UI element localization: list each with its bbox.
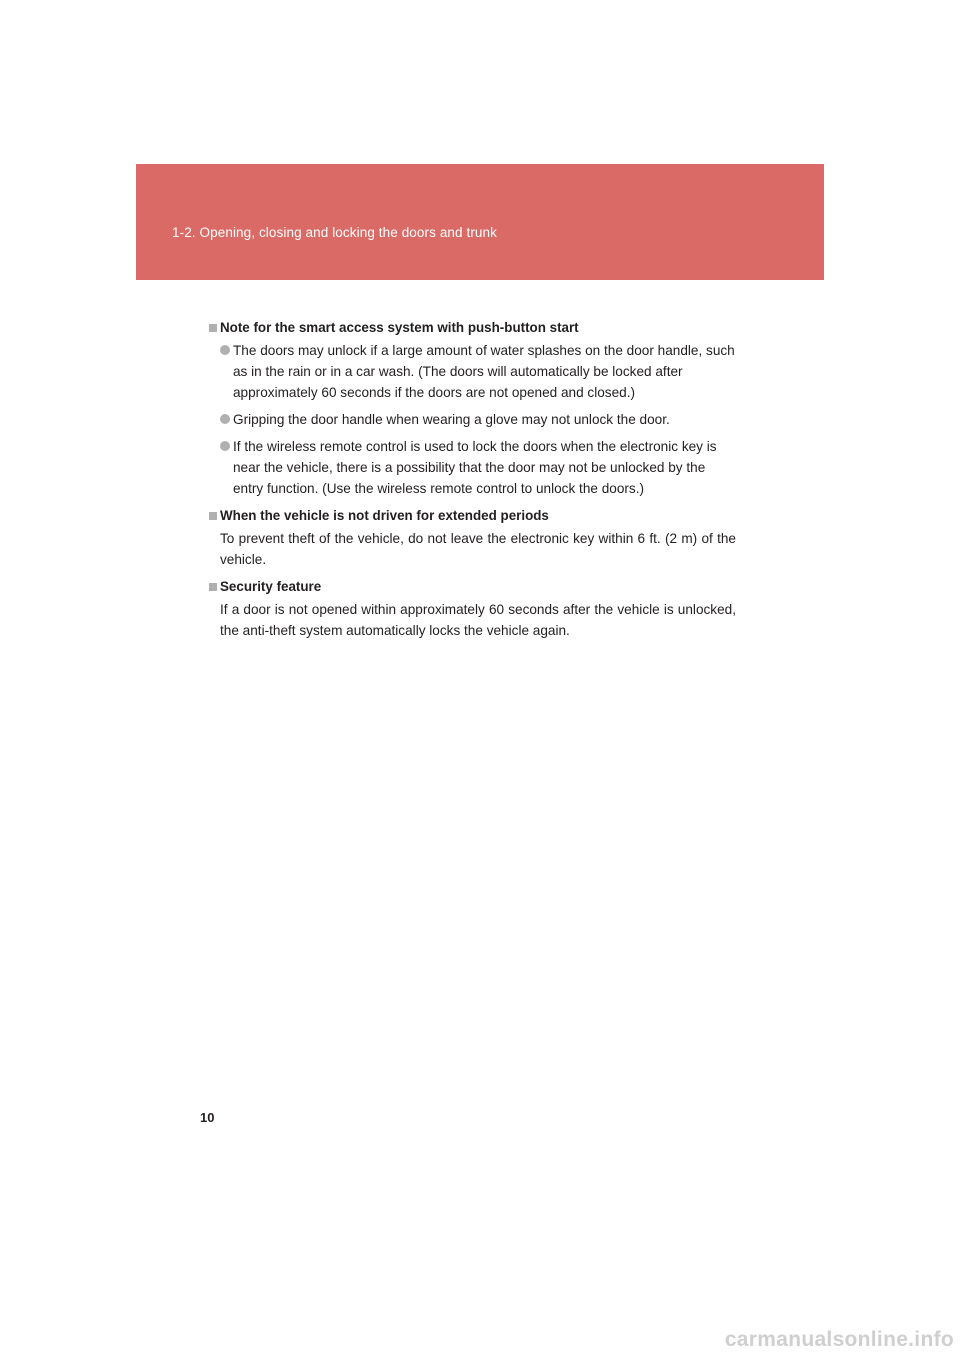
list-item-text: The doors may unlock if a large amount of water splashes on the door handle, such as in the rain or in a car wash. (The doors will automatically be locked after approximately 60 seconds if the doors are not opened and closed.) — [233, 343, 735, 400]
heading-text: Note for the smart access system with push-button start — [220, 320, 579, 335]
list-item-text: If the wireless remote control is used to lock the doors when the electronic key is near the vehicle, there is a possibility that the door may not be unlocked by the entry function. (Use the wireless remote control to unlock the doors.) — [233, 439, 717, 496]
section-paragraph: To prevent theft of the vehicle, do not leave the electronic key within 6 ft. (2 m) of the vehicle. — [220, 531, 736, 567]
circle-bullet-icon — [220, 414, 230, 424]
section-smart-access-note — [208, 317, 736, 499]
list-item-text: Gripping the door handle when wearing a glove may not unlock the door. — [233, 412, 670, 427]
list-item — [220, 409, 736, 430]
circle-bullet-icon — [220, 441, 230, 451]
page-number: 10 — [200, 1110, 215, 1125]
section-header-band — [136, 164, 824, 280]
square-bullet-icon — [209, 324, 217, 332]
section-title: 1-2. Opening, closing and locking the doors and trunk — [172, 225, 498, 240]
square-bullet-icon — [209, 512, 217, 520]
page-content — [208, 317, 736, 647]
list-item — [220, 340, 736, 403]
section-paragraph: If a door is not opened within approximately 60 seconds after the vehicle is unlocked, the anti-theft system automatically locks the vehicle again. — [220, 602, 736, 638]
section-heading — [208, 576, 736, 597]
heading-text: Security feature — [220, 579, 322, 594]
heading-text: When the vehicle is not driven for extended periods — [220, 508, 549, 523]
section-security-feature — [208, 576, 736, 641]
watermark: carmanualsonline.info — [724, 1328, 954, 1351]
circle-bullet-icon — [220, 345, 230, 355]
section-heading — [208, 505, 736, 526]
list-item — [220, 436, 736, 499]
square-bullet-icon — [209, 583, 217, 591]
section-heading — [208, 317, 736, 338]
section-extended-periods — [208, 505, 736, 570]
